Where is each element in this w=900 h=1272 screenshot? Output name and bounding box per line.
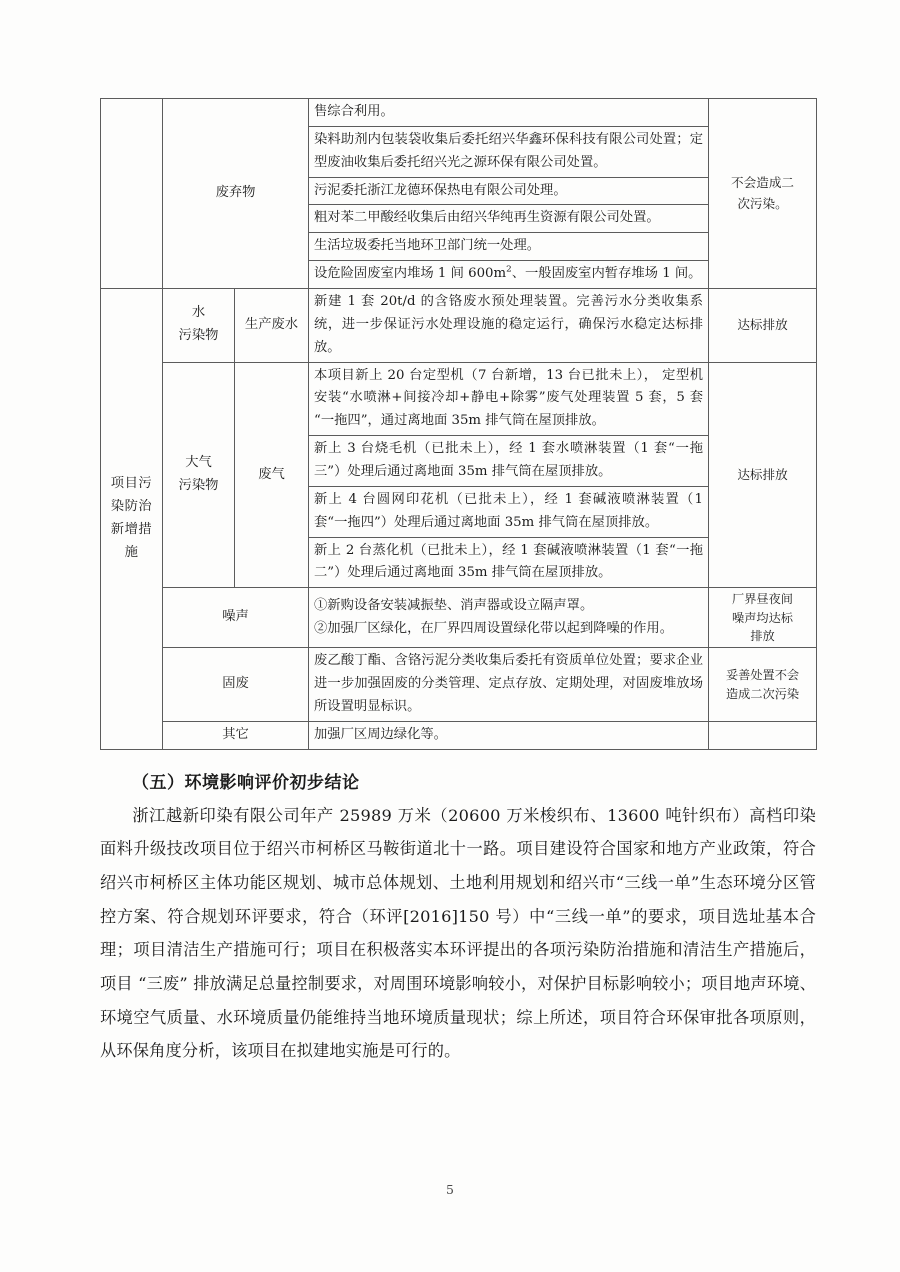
solid-effect-line-2: 造成二次污染 [725,686,800,701]
cell-water-measure: 新建 1 套 20t/d 的含铬废水预处理装置。完善污水分类收集系统，进一步保证污水处理设施的稳定运行，确保污水稳定达标排放。 [309,289,709,363]
cell-air-measure-4: 新上 2 台蒸化机（已批未上），经 1 套碱液喷淋装置（1 套“一拖二”）处理后通过离地面 35m 排气筒在屋顶排放。 [309,537,709,588]
table-row [101,362,817,436]
cell-air-effect: 达标排放 [709,362,817,588]
cell-noise-measure [309,588,709,648]
conclusion-paragraph: 浙江越新印染有限公司年产 25989 万米（20600 万米梭织布、13600 吨针织布）高档印染面料升级技改项目位于绍兴市柯桥区马鞍街道北十一路。项目建设符合国家和地方产业政策，符合绍兴市柯桥区主体功能区规划、城市总体规划、土地利用规划和绍兴市“三线一单”生态环境分区管控方案、符合规划环评要求，符合（环评[2016]150 号）中“三线一单”的要求，项目选址基本合理；项目清洁生产措施可行；项目在积极落实本环评提出的各项污染防治措施和清洁生产措施后，项目 “三废” 排放满足总量控制要求，对周围环境影响较小，对保护目标影响较小；项目地声环境、环境空气质量、水环境质量仍能维持当地环境质量现状；综上所述，项目符合环保审批各项原则，从环保角度分析，该项目在拟建地实施是可行的。 [100,805,816,1061]
noise-measure-line-1: ①新购设备安装减振垫、消声器或设立隔声罩。 [314,597,594,613]
waste-effect-line-2: 次污染。 [737,195,788,211]
table-row [101,721,817,749]
water-category-line-2: 污染物 [178,328,219,344]
page-number: 5 [446,1182,454,1197]
cell-air-category [163,362,235,588]
page-content [100,98,816,1068]
solid-effect-line-1: 妥善处置不会 [725,668,800,683]
cell-other-measure: 加强厂区周边绿化等。 [309,721,709,749]
cell-air-subcategory: 废气 [235,362,309,588]
cell-other-subcategory: 其它 [163,721,309,749]
vertical-header-text: 项目污染防治新增措施 [110,476,153,560]
cell-waste-line-6 [309,261,709,289]
cell-vertical-header [101,289,163,750]
cell-noise-effect [709,588,817,648]
air-category-line-1: 大气 [185,455,212,471]
noise-effect-line-1: 厂界昼夜间 [732,592,793,607]
air-category-line-2: 污染物 [178,477,219,493]
table-row [101,289,817,363]
cell-water-effect: 达标排放 [709,289,817,363]
waste-effect-line-1: 不会造成二 [731,175,794,191]
cell-waste-label: 废弃物 [163,99,309,289]
cell-empty-topleft [101,99,163,289]
noise-effect-line-3: 排放 [750,628,775,643]
cell-air-measure-2: 新上 3 台烧毛机（已批未上），经 1 套水喷淋装置（1 套“一拖三”）处理后通过离地面 35m 排气筒在屋顶排放。 [309,436,709,487]
cell-waste-line-2: 染料助剂内包装袋收集后委托绍兴华鑫环保科技有限公司处置；定型废油收集后委托绍兴光之源环保有限公司处置。 [309,126,709,177]
table-row [101,588,817,648]
cell-waste-line-1: 售综合利用。 [309,99,709,127]
waste-line-6-text: 设危险固废室内堆场 1 间 600m [314,266,507,282]
cell-water-subcategory: 生产废水 [235,289,309,363]
table-row [101,648,817,722]
cell-solid-subcategory: 固废 [163,648,309,722]
cell-noise-subcategory: 噪声 [163,588,309,648]
cell-waste-line-5: 生活垃圾委托当地环卫部门统一处理。 [309,233,709,261]
cell-waste-line-3: 污泥委托浙江龙德环保热电有限公司处理。 [309,177,709,205]
pollution-measures-table [100,98,817,750]
section-heading: （五）环境影响评价初步结论 [132,772,360,793]
cell-air-measure-3: 新上 4 台圆网印花机（已批未上），经 1 套碱液喷淋装置（1 套“一拖四”）处理后通过离地面 35m 排气筒在屋顶排放。 [309,486,709,537]
cell-solid-measure: 废乙酸丁酯、含铬污泥分类收集后委托有资质单位处置；要求企业进一步加强固废的分类管理、定点存放、定期处理，对固废堆放场所设置明显标识。 [309,648,709,722]
cell-other-effect [709,721,817,749]
table-row [101,99,817,127]
cell-solid-effect [709,648,817,722]
waste-line-6-tail: 、一般固废室内暂存堆场 1 间。 [511,266,702,282]
cell-waste-line-4: 粗对苯二甲酸经收集后由绍兴华纯再生资源有限公司处置。 [309,205,709,233]
noise-effect-line-2: 噪声均达标 [732,610,793,625]
waste-line-6-superscript: 2 [506,264,512,275]
cell-waste-effect [709,99,817,289]
cell-air-measure-1: 本项目新上 20 台定型机（7 台新增，13 台已批未上）， 定型机安装“水喷淋+间接冷却+静电+除雾”废气处理装置 5 套，5 套 “一拖四”，通过离地面 35m 排气筒在屋顶排放。 [309,362,709,436]
water-category-line-1: 水 [191,305,206,321]
noise-measure-line-2: ②加强厂区绿化，在厂界四周设置绿化带以起到降噪的作用。 [314,620,674,636]
cell-water-category [163,289,235,363]
